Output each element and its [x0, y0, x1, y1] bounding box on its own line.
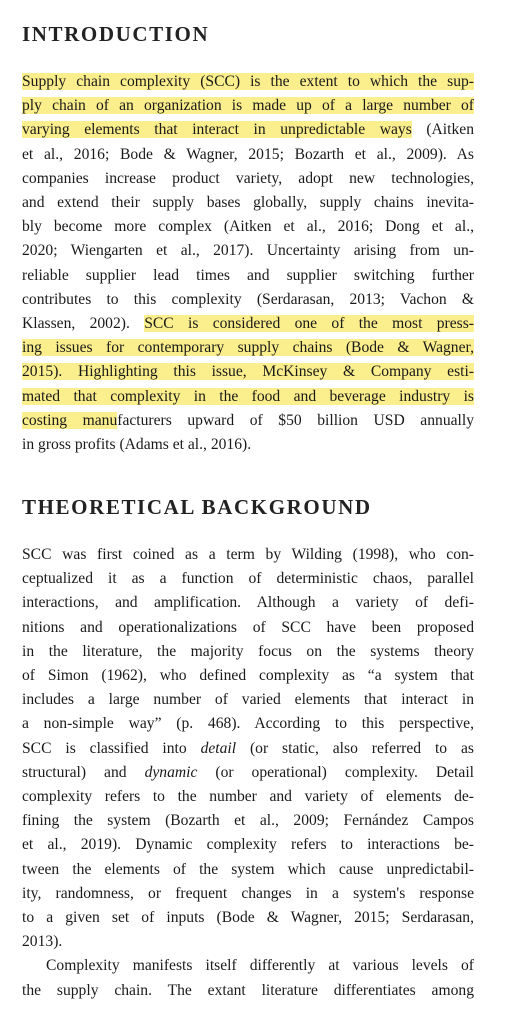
- highlighted-text: varying elements that interact in unpredictable ways: [22, 121, 412, 139]
- text-line: [22, 858, 474, 882]
- text-line: [22, 94, 474, 118]
- text-line: [22, 385, 474, 409]
- text-line: [22, 761, 474, 785]
- text-run: and extend their supply bases globally, supply chains inevita-: [22, 194, 474, 212]
- text-run: to a given set of inputs (Bode & Wagner, 2015; Serdarasan,: [22, 909, 474, 927]
- text-line: [22, 954, 474, 978]
- text-run: fining the system (Bozarth et al., 2009; Fernández Campos: [22, 812, 474, 830]
- text-line: [22, 688, 474, 712]
- text-line: [22, 930, 474, 954]
- text-run: in gross profits (Adams et al., 2016).: [22, 436, 252, 454]
- text-line: [22, 882, 474, 906]
- highlighted-text: Supply chain complexity (SCC) is the extent to which the sup-: [22, 73, 474, 90]
- italic-term: detail: [200, 739, 237, 757]
- text-line: [22, 143, 474, 167]
- text-line: [22, 167, 474, 191]
- text-line: [22, 712, 474, 736]
- text-run: nitions and operationalizations of SCC have been proposed: [22, 618, 474, 636]
- introduction-paragraph: [22, 70, 474, 457]
- text-run: the supply chain. The extant literature differentiates among: [22, 981, 474, 999]
- text-run: (Aitken: [411, 121, 474, 139]
- text-line: [22, 118, 474, 142]
- text-run: Complexity manifests itself differently at various levels of: [46, 957, 474, 975]
- text-line: [22, 288, 474, 312]
- text-line: [22, 664, 474, 688]
- text-run: 2020; Wiengarten et al., 2017). Uncertainty arising from un-: [22, 242, 474, 260]
- text-run: a non-simple way” (p. 468). According to this perspective,: [22, 715, 474, 733]
- text-run: (or operational) complexity. Detail: [197, 763, 474, 781]
- text-run: tween the elements of the system which cause unpredictabil-: [22, 860, 474, 878]
- highlighted-text: costing manu: [22, 411, 118, 429]
- text-run: interactions, and amplification. Although a variety of defi-: [22, 594, 474, 612]
- text-line: [22, 737, 474, 761]
- text-run: contributes to this complexity (Serdarasan, 2013; Vachon &: [22, 290, 474, 308]
- text-run: et al., 2019). Dynamic complexity refers to interactions be-: [22, 836, 474, 854]
- text-line: [22, 785, 474, 809]
- text-line: [22, 409, 474, 433]
- text-line: [22, 809, 474, 833]
- highlighted-text: mated that complexity in the food and beverage industry is: [22, 387, 474, 405]
- section-heading-theoretical-background: THEORETICAL BACKGROUND: [22, 495, 372, 519]
- text-run: SCC was first coined as a term by Wilding (1998), who con-: [22, 546, 474, 563]
- text-line: [22, 433, 474, 457]
- text-run: (or static, also referred to as: [236, 739, 474, 757]
- text-line: [22, 591, 474, 615]
- text-run: includes a large number of varied elements that interact in: [22, 691, 474, 709]
- text-run: ceptualized it as a function of deterministic chaos, parallel: [22, 570, 474, 588]
- text-line: [22, 215, 474, 239]
- text-run: SCC is classified into: [22, 739, 201, 757]
- text-run: complexity refers to the number and variety of elements de-: [22, 788, 474, 806]
- text-run: in the literature, the majority focus on the systems theory: [22, 642, 474, 660]
- text-run: Klassen, 2002).: [22, 315, 145, 333]
- text-run: ity, randomness, or frequent changes in a system's response: [22, 884, 474, 902]
- highlighted-text: ing issues for contemporary supply chains (Bode & Wagner,: [22, 339, 474, 357]
- text-line: [22, 191, 474, 215]
- text-run: et al., 2016; Bode & Wagner, 2015; Bozarth et al., 2009). As: [22, 145, 474, 163]
- text-line: [22, 833, 474, 857]
- text-line: [22, 264, 474, 288]
- text-line: [22, 543, 474, 567]
- text-run: bly become more complex (Aitken et al., 2016; Dong et al.,: [22, 218, 474, 236]
- text-line: [22, 640, 474, 664]
- highlighted-text: SCC is considered one of the most press-: [144, 315, 474, 333]
- text-line: [22, 336, 474, 360]
- text-line: [22, 312, 474, 336]
- text-run: 2013).: [22, 933, 63, 951]
- text-line: [22, 979, 474, 1003]
- text-run: of Simon (1962), who defined complexity as “a system that: [22, 667, 474, 685]
- text-line: [22, 70, 474, 94]
- text-run: structural) and: [22, 763, 145, 781]
- text-run: reliable supplier lead times and supplier switching further: [22, 266, 474, 284]
- text-run: facturers upward of $50 billion USD annually: [117, 411, 474, 429]
- theoretical-background-paragraph: [22, 543, 474, 1003]
- text-line: [22, 360, 474, 384]
- text-line: [22, 239, 474, 263]
- text-line: [22, 567, 474, 591]
- text-run: companies increase product variety, adopt new technologies,: [22, 169, 474, 187]
- highlighted-text: 2015). Highlighting this issue, McKinsey & Company esti-: [22, 363, 474, 381]
- highlighted-text: ply chain of an organization is made up of a large number of: [22, 97, 474, 115]
- italic-term: dynamic: [144, 763, 198, 781]
- text-line: [22, 906, 474, 930]
- section-heading-introduction: INTRODUCTION: [22, 22, 210, 46]
- text-line: [22, 616, 474, 640]
